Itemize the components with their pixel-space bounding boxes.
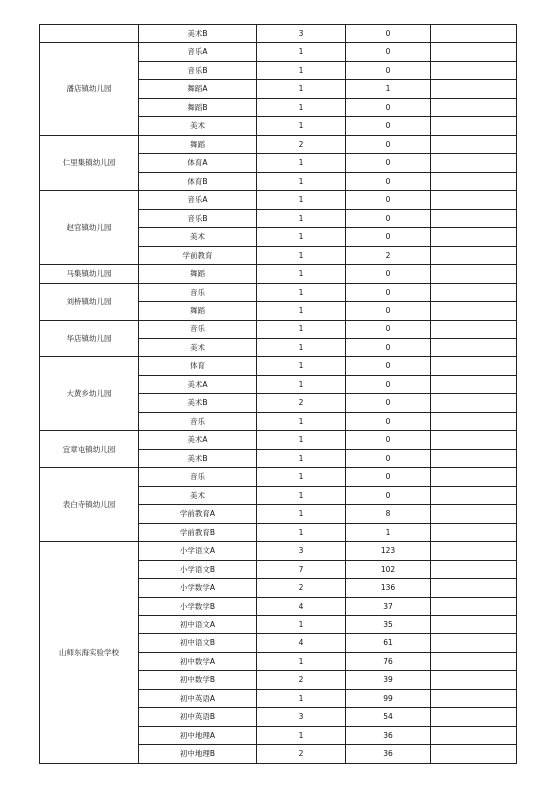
note-cell xyxy=(431,505,517,523)
position-cell: 学前教育A xyxy=(139,505,257,523)
planned-count-cell: 1 xyxy=(257,523,346,541)
note-cell xyxy=(431,61,517,79)
position-cell: 学前教育B xyxy=(139,523,257,541)
applicant-count-cell: 0 xyxy=(346,25,431,43)
note-cell xyxy=(431,597,517,615)
planned-count-cell: 1 xyxy=(257,265,346,283)
note-cell xyxy=(431,25,517,43)
table-body xyxy=(40,25,517,764)
position-cell: 初中地理A xyxy=(139,726,257,744)
note-cell xyxy=(431,246,517,264)
position-cell: 音乐 xyxy=(139,283,257,301)
table-row xyxy=(40,357,517,375)
applicant-count-cell: 37 xyxy=(346,597,431,615)
note-cell xyxy=(431,689,517,707)
planned-count-cell: 1 xyxy=(257,320,346,338)
note-cell xyxy=(431,745,517,763)
table-row xyxy=(40,320,517,338)
school-name-cell: 刘桥镇幼儿园 xyxy=(40,283,139,320)
note-cell xyxy=(431,172,517,190)
school-name-cell: 表白寺镇幼儿园 xyxy=(40,468,139,542)
school-name-cell: 赵官镇幼儿园 xyxy=(40,191,139,265)
applicant-count-cell: 61 xyxy=(346,634,431,652)
note-cell xyxy=(431,320,517,338)
table-row xyxy=(40,265,517,283)
applicant-count-cell: 0 xyxy=(346,302,431,320)
table-row xyxy=(40,191,517,209)
position-cell: 小学数学A xyxy=(139,579,257,597)
planned-count-cell: 1 xyxy=(257,302,346,320)
position-cell: 音乐B xyxy=(139,209,257,227)
note-cell xyxy=(431,375,517,393)
position-cell: 音乐 xyxy=(139,320,257,338)
position-cell: 体育A xyxy=(139,154,257,172)
school-name-cell: 马集镇幼儿园 xyxy=(40,265,139,283)
position-cell: 小学语文A xyxy=(139,542,257,560)
note-cell xyxy=(431,634,517,652)
planned-count-cell: 2 xyxy=(257,671,346,689)
position-cell: 音乐A xyxy=(139,43,257,61)
note-cell xyxy=(431,486,517,504)
position-cell: 初中数学B xyxy=(139,671,257,689)
note-cell xyxy=(431,468,517,486)
position-cell: 美术B xyxy=(139,394,257,412)
school-name-cell: 潘店镇幼儿园 xyxy=(40,43,139,135)
planned-count-cell: 1 xyxy=(257,505,346,523)
position-cell: 初中英语B xyxy=(139,708,257,726)
school-name-cell: 仁里集镇幼儿园 xyxy=(40,135,139,190)
position-cell: 音乐A xyxy=(139,191,257,209)
applicant-count-cell: 0 xyxy=(346,228,431,246)
note-cell xyxy=(431,449,517,467)
applicant-count-cell: 39 xyxy=(346,671,431,689)
position-cell: 小学语文B xyxy=(139,560,257,578)
note-cell xyxy=(431,302,517,320)
table-row xyxy=(40,25,517,43)
position-cell: 体育 xyxy=(139,357,257,375)
applicant-count-cell: 36 xyxy=(346,745,431,763)
table-row xyxy=(40,135,517,153)
position-cell: 美术 xyxy=(139,486,257,504)
applicant-count-cell: 102 xyxy=(346,560,431,578)
note-cell xyxy=(431,726,517,744)
applicant-count-cell: 54 xyxy=(346,708,431,726)
applicant-count-cell: 0 xyxy=(346,265,431,283)
applicant-count-cell: 36 xyxy=(346,726,431,744)
note-cell xyxy=(431,616,517,634)
planned-count-cell: 1 xyxy=(257,449,346,467)
planned-count-cell: 1 xyxy=(257,689,346,707)
applicant-count-cell: 1 xyxy=(346,80,431,98)
position-cell: 美术B xyxy=(139,25,257,43)
position-cell: 美术A xyxy=(139,431,257,449)
note-cell xyxy=(431,228,517,246)
planned-count-cell: 1 xyxy=(257,283,346,301)
note-cell xyxy=(431,394,517,412)
position-cell: 舞蹈 xyxy=(139,302,257,320)
applicant-count-cell: 2 xyxy=(346,246,431,264)
planned-count-cell: 1 xyxy=(257,228,346,246)
note-cell xyxy=(431,560,517,578)
position-cell: 音乐B xyxy=(139,61,257,79)
note-cell xyxy=(431,652,517,670)
planned-count-cell: 3 xyxy=(257,25,346,43)
applicant-count-cell: 0 xyxy=(346,449,431,467)
school-name-cell: 宜章屯镇幼儿园 xyxy=(40,431,139,468)
planned-count-cell: 1 xyxy=(257,154,346,172)
planned-count-cell: 7 xyxy=(257,560,346,578)
applicant-count-cell: 0 xyxy=(346,98,431,116)
position-cell: 初中语文A xyxy=(139,616,257,634)
position-cell: 初中语文B xyxy=(139,634,257,652)
position-cell: 小学数学B xyxy=(139,597,257,615)
note-cell xyxy=(431,80,517,98)
note-cell xyxy=(431,209,517,227)
planned-count-cell: 2 xyxy=(257,745,346,763)
note-cell xyxy=(431,542,517,560)
note-cell xyxy=(431,265,517,283)
position-cell: 舞蹈 xyxy=(139,135,257,153)
applicant-count-cell: 0 xyxy=(346,191,431,209)
planned-count-cell: 1 xyxy=(257,412,346,430)
applicant-count-cell: 8 xyxy=(346,505,431,523)
position-cell: 学前教育 xyxy=(139,246,257,264)
table-row xyxy=(40,43,517,61)
position-cell: 初中英语A xyxy=(139,689,257,707)
applicant-count-cell: 0 xyxy=(346,135,431,153)
planned-count-cell: 1 xyxy=(257,431,346,449)
applicant-count-cell: 123 xyxy=(346,542,431,560)
note-cell xyxy=(431,117,517,135)
note-cell xyxy=(431,191,517,209)
note-cell xyxy=(431,708,517,726)
position-cell: 体育B xyxy=(139,172,257,190)
recruitment-table xyxy=(39,24,517,764)
planned-count-cell: 3 xyxy=(257,708,346,726)
applicant-count-cell: 0 xyxy=(346,375,431,393)
planned-count-cell: 1 xyxy=(257,486,346,504)
planned-count-cell: 2 xyxy=(257,579,346,597)
school-name-cell: 华店镇幼儿园 xyxy=(40,320,139,357)
position-cell: 舞蹈A xyxy=(139,80,257,98)
note-cell xyxy=(431,357,517,375)
applicant-count-cell: 35 xyxy=(346,616,431,634)
note-cell xyxy=(431,135,517,153)
planned-count-cell: 1 xyxy=(257,43,346,61)
position-cell: 舞蹈B xyxy=(139,98,257,116)
planned-count-cell: 1 xyxy=(257,172,346,190)
note-cell xyxy=(431,412,517,430)
note-cell xyxy=(431,671,517,689)
applicant-count-cell: 99 xyxy=(346,689,431,707)
applicant-count-cell: 0 xyxy=(346,117,431,135)
applicant-count-cell: 0 xyxy=(346,172,431,190)
planned-count-cell: 1 xyxy=(257,191,346,209)
note-cell xyxy=(431,43,517,61)
applicant-count-cell: 0 xyxy=(346,412,431,430)
position-cell: 美术 xyxy=(139,228,257,246)
planned-count-cell: 1 xyxy=(257,652,346,670)
table-row xyxy=(40,431,517,449)
planned-count-cell: 2 xyxy=(257,394,346,412)
applicant-count-cell: 0 xyxy=(346,486,431,504)
planned-count-cell: 1 xyxy=(257,61,346,79)
applicant-count-cell: 0 xyxy=(346,43,431,61)
applicant-count-cell: 0 xyxy=(346,283,431,301)
position-cell: 音乐 xyxy=(139,468,257,486)
planned-count-cell: 3 xyxy=(257,542,346,560)
planned-count-cell: 1 xyxy=(257,375,346,393)
position-cell: 音乐 xyxy=(139,412,257,430)
planned-count-cell: 1 xyxy=(257,98,346,116)
applicant-count-cell: 0 xyxy=(346,209,431,227)
applicant-count-cell: 76 xyxy=(346,652,431,670)
planned-count-cell: 4 xyxy=(257,597,346,615)
planned-count-cell: 1 xyxy=(257,357,346,375)
school-name-cell xyxy=(40,25,139,43)
table-row xyxy=(40,468,517,486)
planned-count-cell: 1 xyxy=(257,80,346,98)
school-name-cell: 山师东海实验学校 xyxy=(40,542,139,764)
note-cell xyxy=(431,523,517,541)
planned-count-cell: 1 xyxy=(257,117,346,135)
note-cell xyxy=(431,98,517,116)
planned-count-cell: 2 xyxy=(257,135,346,153)
position-cell: 美术 xyxy=(139,117,257,135)
position-cell: 美术 xyxy=(139,338,257,356)
planned-count-cell: 1 xyxy=(257,468,346,486)
applicant-count-cell: 0 xyxy=(346,394,431,412)
note-cell xyxy=(431,283,517,301)
planned-count-cell: 4 xyxy=(257,634,346,652)
school-name-cell: 大黄乡幼儿园 xyxy=(40,357,139,431)
table-row xyxy=(40,283,517,301)
note-cell xyxy=(431,338,517,356)
applicant-count-cell: 0 xyxy=(346,154,431,172)
note-cell xyxy=(431,431,517,449)
position-cell: 美术B xyxy=(139,449,257,467)
position-cell: 美术A xyxy=(139,375,257,393)
note-cell xyxy=(431,579,517,597)
planned-count-cell: 1 xyxy=(257,209,346,227)
planned-count-cell: 1 xyxy=(257,726,346,744)
applicant-count-cell: 0 xyxy=(346,357,431,375)
applicant-count-cell: 0 xyxy=(346,431,431,449)
planned-count-cell: 1 xyxy=(257,338,346,356)
position-cell: 初中数学A xyxy=(139,652,257,670)
applicant-count-cell: 0 xyxy=(346,338,431,356)
position-cell: 初中地理B xyxy=(139,745,257,763)
applicant-count-cell: 0 xyxy=(346,468,431,486)
note-cell xyxy=(431,154,517,172)
table-row xyxy=(40,542,517,560)
planned-count-cell: 1 xyxy=(257,246,346,264)
applicant-count-cell: 0 xyxy=(346,320,431,338)
applicant-count-cell: 136 xyxy=(346,579,431,597)
position-cell: 舞蹈 xyxy=(139,265,257,283)
planned-count-cell: 1 xyxy=(257,616,346,634)
applicant-count-cell: 1 xyxy=(346,523,431,541)
applicant-count-cell: 0 xyxy=(346,61,431,79)
